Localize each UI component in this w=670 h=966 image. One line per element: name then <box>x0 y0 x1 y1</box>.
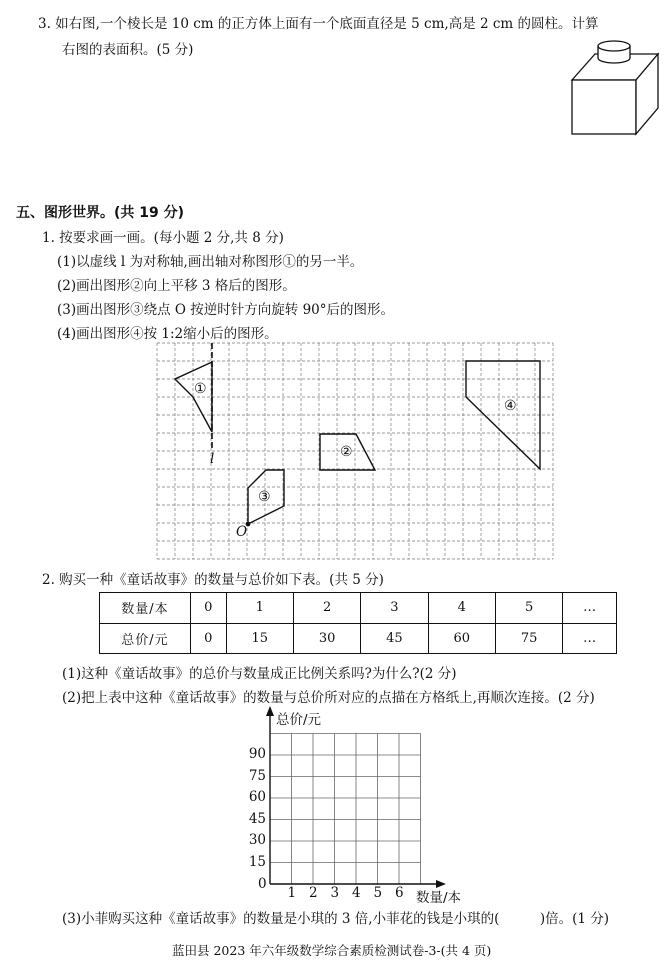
table-cell: 5 <box>495 593 562 624</box>
q3-line1: 3. 如右图,一个棱长是 10 cm 的正方体上面有一个底面直径是 5 cm,高是 2 cm 的圆柱。计算 <box>38 16 599 32</box>
y-tick-label: 30 <box>248 832 266 848</box>
table-cell: 15 <box>226 623 293 654</box>
x-tick-label: 4 <box>352 885 361 901</box>
y-tick-label: 15 <box>248 853 266 870</box>
q1-item-4: (4)画出图形④按 1:2缩小后的图形。 <box>57 326 278 342</box>
q2-sub1: (1)这种《童话故事》的总价与数量成正比例关系吗?为什么?(2 分) <box>62 666 457 682</box>
table-cell: … <box>563 623 617 654</box>
y-axis-arrow <box>266 706 274 716</box>
q1-title: 1. 按要求画一画。(每小题 2 分,共 8 分) <box>42 230 284 246</box>
section-title: 五、图形世界。(共 19 分) <box>16 205 185 221</box>
table-cell: 60 <box>428 623 495 654</box>
table-cell: 30 <box>293 623 360 654</box>
table-cell: 4 <box>428 593 495 624</box>
table-cell: 1 <box>226 593 293 624</box>
q2-sub2: (2)把上表中这种《童话故事》的数量与总价所对应的点描在方格纸上,再顺次连接。(2 分) <box>62 690 595 706</box>
y-tick-label: 75 <box>248 767 266 784</box>
x-tick-label: 5 <box>373 885 383 901</box>
chart-y-label: 总价/元 <box>276 712 322 728</box>
table-cell: 总价/元 <box>100 623 191 654</box>
table-cell: … <box>563 593 617 624</box>
q1-item-2: (2)画出图形②向上平移 3 格后的图形。 <box>57 278 296 294</box>
table-cell: 3 <box>361 593 428 624</box>
shape-3-label: ③ <box>258 489 271 505</box>
x-tick-label: 2 <box>309 885 318 901</box>
shape-2-label: ② <box>340 444 353 460</box>
q1-item-1: (1)以虚线 l 为对称轴,画出轴对称图形①的另一半。 <box>57 254 364 270</box>
chart-x-label: 数量/本 <box>416 890 462 906</box>
table-cell: 数量/本 <box>100 593 191 624</box>
table-cell: 0 <box>191 623 227 654</box>
chart-origin: 0 <box>258 876 267 892</box>
table-cell: 75 <box>495 623 562 654</box>
y-tick-label: 60 <box>248 789 266 805</box>
x-tick-label: 1 <box>287 885 297 901</box>
y-tick-label: 45 <box>248 810 266 827</box>
shape-1-label: ① <box>194 381 207 397</box>
x-tick-label: 6 <box>395 885 404 901</box>
axis-label-l: l <box>210 451 215 467</box>
shape-4-label: ④ <box>504 398 517 414</box>
table-cell: 2 <box>293 593 360 624</box>
q2-title: 2. 购买一种《童话故事》的数量与总价如下表。(共 5 分) <box>42 572 384 588</box>
x-tick-label: 3 <box>330 885 340 901</box>
page-footer: 蓝田县 2023 年六年级数学综合素质检测试卷-3-(共 4 页) <box>172 943 492 958</box>
table-cell: 0 <box>191 593 227 624</box>
q1-item-3: (3)画出图形③绕点 O 按逆时针方向旋转 90°后的图形。 <box>57 302 394 318</box>
table-cell: 45 <box>361 623 428 654</box>
point-label-o: O <box>236 524 248 540</box>
q2-sub3: (3)小菲购买这种《童话故事》的数量是小琪的 3 倍,小菲花的钱是小琪的( )倍。(1 分) <box>62 911 610 927</box>
y-tick-label: 90 <box>248 746 266 762</box>
q3-line2: 右图的表面积。(5 分) <box>62 42 194 58</box>
